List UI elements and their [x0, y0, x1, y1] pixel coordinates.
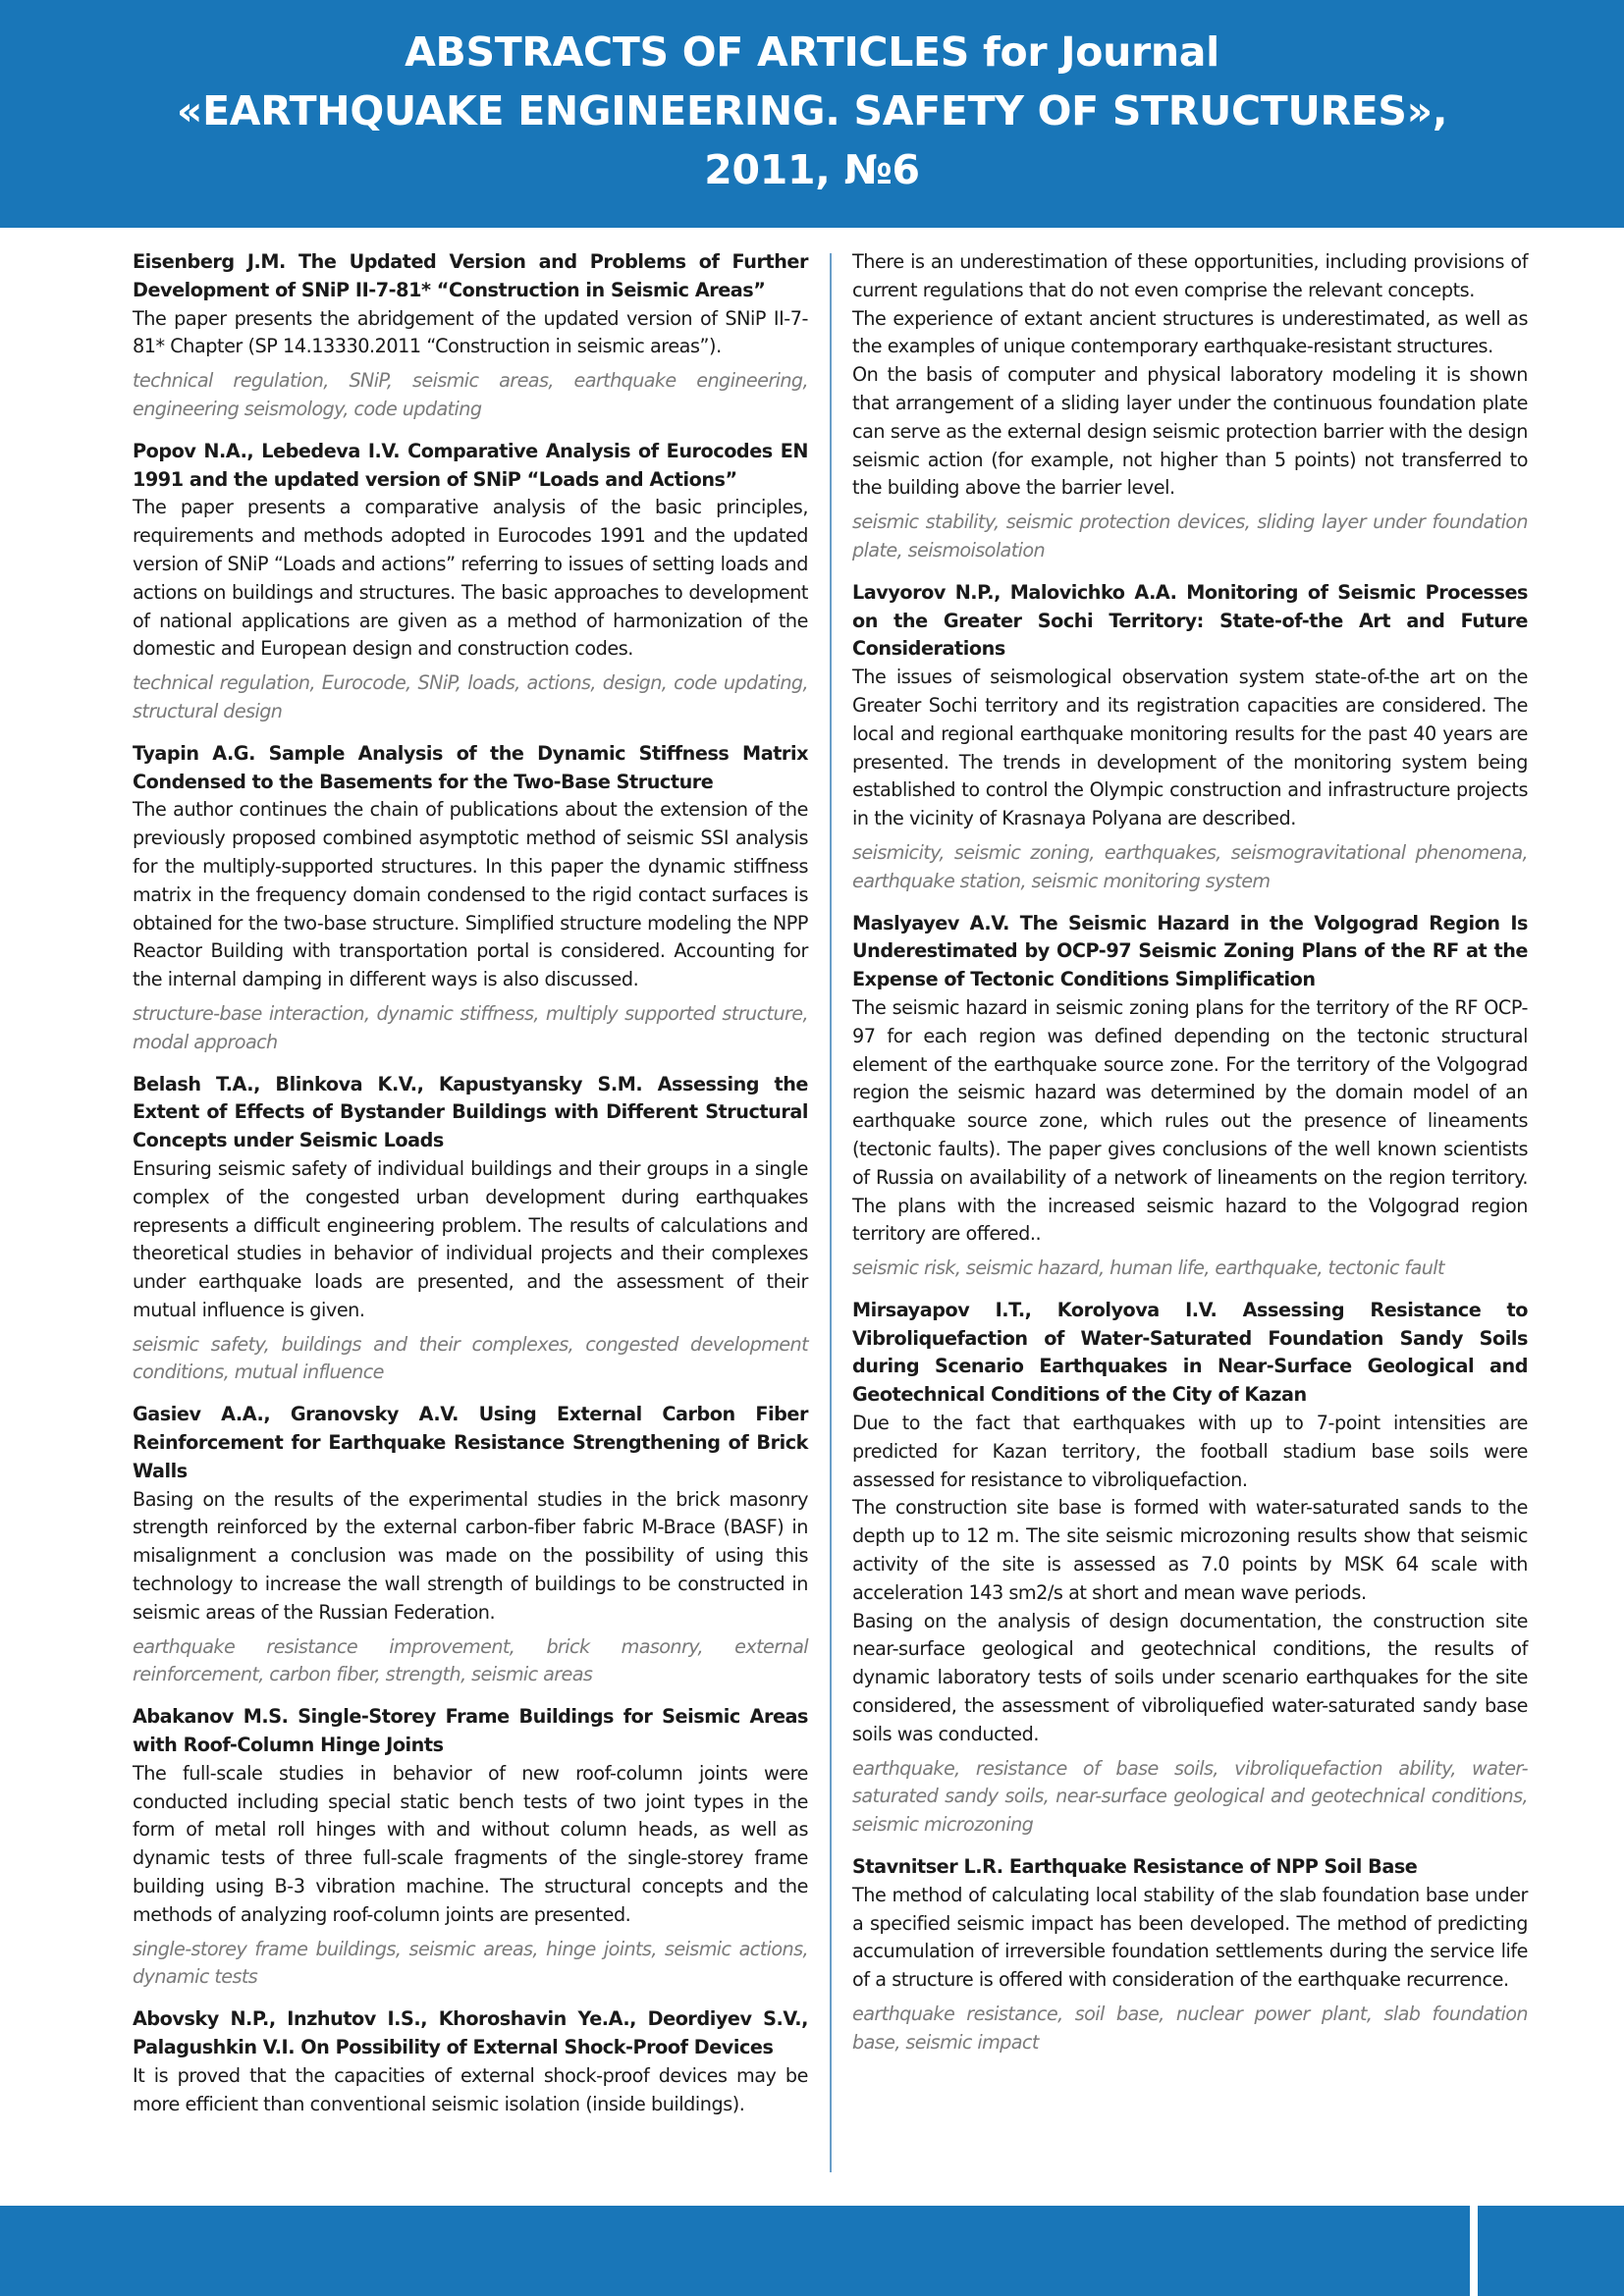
article-abstract: [852, 1410, 1528, 1749]
article-title: Maslyayev A.V. The Seismic Hazard in the Volgograd Region Is Underestimated by OCP-97 Seismic Zoning Plans of the RF at the Expense of Tectonic Conditions Simplification: [852, 911, 1528, 991]
article-title: Abakanov M.S. Single-Storey Frame Buildings for Seismic Areas with Roof-Column Hinge Joints: [133, 1705, 808, 1757]
continued-abstract-body: [852, 248, 1528, 503]
article-title: Eisenberg J.M. The Updated Version and Problems of Further Development of SNiP II-7-81* “Construction in Seismic Areas”: [133, 250, 808, 301]
article-keywords: earthquake resistance, soil base, nuclear power plant, slab foundation base, seismic impact: [852, 2002, 1528, 2054]
abstract-paragraph: The full-scale studies in behavior of new roof-column joints were conducted including special static bench tests of two joint types in the form of metal roll hinges with and without column heads, as well as dynamic tests of three full-scale fragments of the single-storey frame building using B-3 vibration machine. The structural concepts and the methods of analyzing roof-column joints are presented.: [133, 1761, 808, 1926]
footer-tab: [1478, 2206, 1624, 2296]
article-title: Lavyorov N.P., Malovichko A.A. Monitoring of Seismic Processes on the Greater Sochi Territory: State-of-the Art and Future Considerations: [852, 580, 1528, 661]
continued-paragraph: On the basis of computer and physical laboratory modeling it is shown that arrangement of a sliding layer under the continuous foundation plate can serve as the external design seismic protection barrier with the design seismic action (for example, not higher than 5 points) not transferred to the building above the barrier level.: [852, 363, 1528, 500]
article: [133, 1703, 808, 1992]
abstract-paragraph: The author continues the chain of publications about the extension of the previously proposed combined asymptotic method of seismic SSI analysis for the multiply-supported structures. In this paper the dynamic stiffness matrix in the frequency domain condensed to the rigid contact surfaces is obtained for the two-base structure. Simplified structure modeling the NPP Reactor Building with transportation portal is considered. Accounting for the internal damping in different ways is also discussed.: [133, 798, 808, 991]
abstract-paragraph: It is proved that the capacities of external shock-proof devices may be more efficient than conventional seismic isolation (inside buildings).: [133, 2063, 808, 2115]
article-title: Mirsayapov I.T., Korolyova I.V. Assessing Resistance to Vibroliquefaction of Water-Saturated Foundation Sandy Soils during Scenario Earthquakes in Near-Surface Geological and Geotechnical Conditions of the City of Kazan: [852, 1298, 1528, 1407]
article: [133, 438, 808, 726]
abstract-paragraph: The issues of seismological observation system state-of-the art on the Greater Sochi territory and its registration capacities are considered. The local and regional earthquake monitoring results for the past 40 years are presented. The trends in development of the monitoring system being established to control the Olympic construction and infrastructure projects in the vicinity of Krasnaya Polyana are described.: [852, 666, 1528, 830]
article-keywords: earthquake resistance improvement, brick masonry, external reinforcement, carbon fiber, strength, seismic areas: [133, 1634, 808, 1686]
left-column: [133, 248, 808, 2132]
article-keywords: single-storey frame buildings, seismic areas, hinge joints, seismic actions, dynamic tests: [133, 1937, 808, 1989]
continued-paragraph: There is an underestimation of these opportunities, including provisions of current regulations that do not even comprise the relevant concepts.: [852, 250, 1528, 301]
abstract-paragraph: Basing on the analysis of design documentation, the construction site near-surface geological and geotechnical conditions, the results of dynamic laboratory tests of soils under scenario earthquakes for the site considered, the assessment of vibroliquefied water-saturated sandy base soils was conducted.: [852, 1609, 1528, 1745]
article-title: Belash T.A., Blinkova K.V., Kapustyansky S.M. Assessing the Extent of Effects of Bystander Buildings with Different Structural Concepts under Seismic Loads: [133, 1072, 808, 1152]
abstract-paragraph: Ensuring seismic safety of individual buildings and their groups in a single complex of the congested urban development during earthquakes represents a difficult engineering problem. The results of calculations and theoretical studies in behavior of individual projects and their complexes under earthquake loads are presented, and the assessment of their mutual influence is given.: [133, 1156, 808, 1321]
abstract-paragraph: The method of calculating local stability of the slab foundation base under a specified seismic impact has been developed. The method of predicting accumulation of irreversible foundation settlements during the service life of a structure is offered with consideration of the earthquake recurrence.: [852, 1883, 1528, 1992]
article-abstract: [133, 1155, 808, 1325]
article: [133, 1071, 808, 1388]
article: [852, 910, 1528, 1283]
article-abstract: [852, 664, 1528, 833]
continued-keywords: seismic stability, seismic protection devices, sliding layer under foundation plate, seismoisolation: [852, 510, 1528, 561]
article-abstract: [133, 1486, 808, 1628]
article-abstract: [133, 796, 808, 994]
abstract-paragraph: The construction site base is formed with water-saturated sands to the depth up to 12 m. The site seismic microzoning results show that seismic activity of the site is assessed as 7.0 points by MSK 64 scale with acceleration 143 sm2/s at short and mean wave periods.: [852, 1496, 1528, 1604]
article-title: Tyapin A.G. Sample Analysis of the Dynamic Stiffness Matrix Condensed to the Basements for the Two-Base Structure: [133, 741, 808, 793]
article-keywords: seismicity, seismic zoning, earthquakes, seismogravitational phenomena, earthquake station, seismic monitoring system: [852, 840, 1528, 892]
article: [133, 740, 808, 1057]
article-keywords: earthquake, resistance of base soils, vibroliquefaction ability, water-saturated sandy soils, near-surface geological and geotechnical conditions, seismic microzoning: [852, 1756, 1528, 1837]
article-abstract: [133, 2062, 808, 2119]
article-title: Abovsky N.P., Inzhutov I.S., Khoroshavin Ye.A., Deordiyev S.V., Palagushkin V.I. On Possibility of External Shock-Proof Devices: [133, 2007, 808, 2059]
article: [852, 1853, 1528, 2057]
header-title-line-1: ABSTRACTS OF ARTICLES for Journal: [405, 28, 1219, 76]
article-abstract: [852, 1882, 1528, 1995]
article-keywords: seismic safety, buildings and their complexes, congested development conditions, mutual influence: [133, 1332, 808, 1384]
article-keywords: seismic risk, seismic hazard, human life, earthquake, tectonic fault: [852, 1256, 1444, 1280]
article-title: Popov N.A., Lebedeva I.V. Comparative Analysis of Eurocodes EN 1991 and the updated version of SNiP “Loads and Actions”: [133, 439, 808, 491]
article-keywords: technical regulation, SNiP, seismic areas, earthquake engineering, engineering seismology, code updating: [133, 369, 808, 420]
column-divider: [830, 253, 832, 2172]
article-abstract: [133, 1760, 808, 1930]
article: [852, 1297, 1528, 1840]
article-keywords: technical regulation, Eurocode, SNiP, loads, actions, design, code updating, structural design: [133, 671, 808, 722]
article: [852, 579, 1528, 896]
article: [133, 1401, 808, 1689]
right-column: [852, 248, 1528, 2071]
continued-abstract: [852, 248, 1528, 565]
article-abstract: [133, 494, 808, 664]
header-title-line-3: 2011, №6: [704, 146, 920, 193]
continued-paragraph: The experience of extant ancient structures is underestimated, as well as the examples of unique contemporary earthquake-resistant structures.: [852, 306, 1528, 358]
article-keywords: structure-base interaction, dynamic stiffness, multiply supported structure, modal approach: [133, 1001, 808, 1053]
article-abstract: [852, 994, 1528, 1249]
page-header: [0, 0, 1624, 228]
footer-bar: [0, 2206, 1470, 2296]
abstract-paragraph: The seismic hazard in seismic zoning plans for the territory of the RF OCP-97 for each region was defined depending on the tectonic structural element of the earthquake source zone. For the territory of the Volgograd region the seismic hazard was determined by the domain model of an earthquake source zone, which rules out the presence of lineaments (tectonic faults). The paper gives conclusions of the well known scientists of Russia on availability of a network of lineaments on the region territory. The plans with the increased seismic hazard to the Volgograd region territory are offered..: [852, 995, 1528, 1246]
article-title: Stavnitser L.R. Earthquake Resistance of NPP Soil Base: [852, 1855, 1418, 1879]
abstract-paragraph: The paper presents a comparative analysis of the basic principles, requirements and methods adopted in Eurocodes 1991 and the updated version of SNiP “Loads and actions” referring to issues of setting loads and actions on buildings and structures. The basic approaches to development of national applications are given as a method of harmonization of the domestic and European design and construction codes.: [133, 496, 808, 661]
article: [133, 2005, 808, 2118]
right-articles: [852, 579, 1528, 2057]
abstract-paragraph: The paper presents the abridgement of the updated version of SNiP II-7-81* Chapter (SP 14.13330.2011 “Construction in seismic areas”).: [133, 306, 808, 358]
abstract-paragraph: Due to the fact that earthquakes with up to 7-point intensities are predicted for Kazan territory, the football stadium base soils were assessed for resistance to vibroliquefaction.: [852, 1412, 1528, 1491]
header-title-line-2: «EARTHQUAKE ENGINEERING. SAFETY OF STRUCTURES»,: [176, 87, 1448, 134]
article-abstract: [133, 305, 808, 362]
abstract-paragraph: Basing on the results of the experimental studies in the brick masonry strength reinforced by the external carbon-fiber fabric M-Brace (BASF) in misalignment a conclusion was made on the possibility of using this technology to increase the wall strength of buildings to be constructed in seismic areas of the Russian Federation.: [133, 1487, 808, 1624]
article-title: Gasiev A.A., Granovsky A.V. Using External Carbon Fiber Reinforcement for Earthquake Resistance Strengthening of Brick Walls: [133, 1403, 808, 1482]
article: [133, 248, 808, 424]
